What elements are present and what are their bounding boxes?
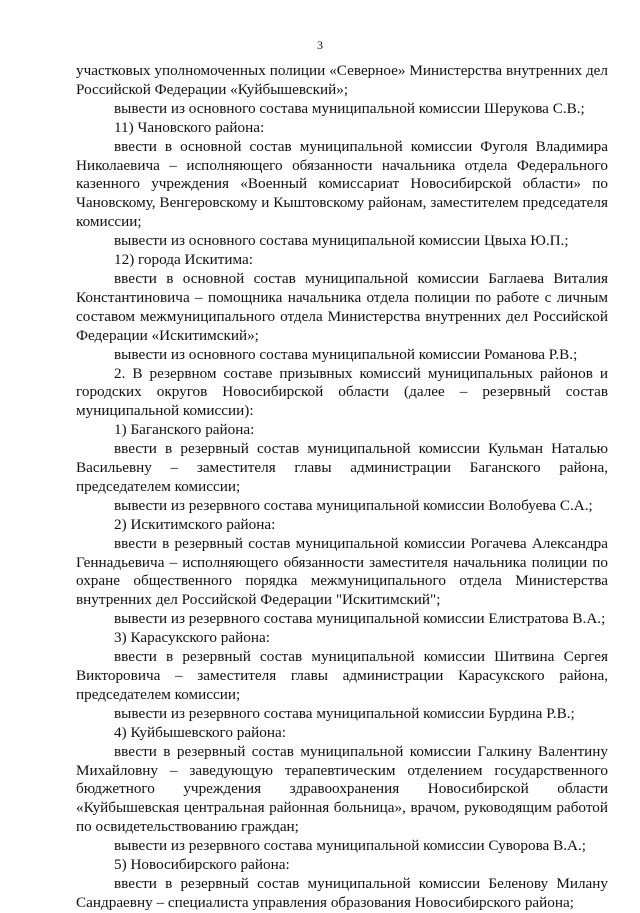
page-number: 3 [317, 38, 323, 52]
paragraph: ввести в основной состав муниципальной комиссии Фуголя Владимира Николаевича – исполняющего обязанности начальника отдела Федерального казенного учреждения «Военный комиссариат Новосибирской области» по Чановскому, Венгеровскому и Кыштовскому районам, заместителем председателя комиссии; [76, 137, 608, 231]
paragraph: ввести в резервный состав муниципальной комиссии Рогачева Александра Геннадьевича – исполняющего обязанности заместителя начальника полиции по охране общественного порядка межмуниципального отдела Министерства внутренних дел Российской Федерации "Искитимский"; [76, 534, 608, 609]
paragraph: вывести из основного состава муниципальной комиссии Романова Р.В.; [114, 345, 578, 363]
paragraph: 3) Карасукского района: [114, 629, 270, 647]
paragraph: 2) Искитимского района: [114, 515, 276, 533]
paragraph: 2. В резервном составе призывных комиссий муниципальных районов и городских округов Новосибирской области (далее – резервный состав муниципальной комиссии): [76, 364, 608, 420]
paragraph: 5) Новосибирского района: [114, 856, 290, 874]
paragraph: вывести из резервного состава муниципальной комиссии Елистратова В.А.; [114, 610, 606, 628]
paragraph: вывести из основного состава муниципальной комиссии Шерукова С.В.; [114, 99, 585, 117]
paragraph: ввести в основной состав муниципальной комиссии Баглаева Виталия Константиновича – помощника начальника отдела полиции по работе с личным составом межмуниципального отдела Министерства внутренних дел Российской Федерации «Искитимский»; [76, 269, 608, 344]
document-body [76, 62, 608, 913]
paragraph: 1) Баганского района: [114, 421, 255, 439]
paragraph: 11) Чановского района: [114, 118, 265, 136]
paragraph: 4) Куйбышевского района: [114, 723, 286, 741]
paragraph: вывести из резервного состава муниципальной комиссии Суворова В.А.; [114, 837, 586, 855]
paragraph: вывести из резервного состава муниципальной комиссии Бурдина Р.В.; [114, 704, 575, 722]
paragraph: участковых уполномоченных полиции «Северное» Министерства внутренних дел Российской Федерации «Куйбышевский»; [76, 62, 608, 98]
paragraph: 12) города Искитима: [114, 251, 253, 269]
paragraph: ввести в резервный состав муниципальной комиссии Галкину Валентину Михайловну – заведующую терапевтическим отделением государственного бюджетного учреждения здравоохранения Новосибирской области «Куйбышевская центральная районная больница», врачом, руководящим работой по освидетельствованию граждан; [76, 742, 608, 836]
paragraph: вывести из резервного состава муниципальной комиссии Волобуева С.А.; [114, 496, 593, 514]
paragraph: ввести в резервный состав муниципальной комиссии Шитвина Сергея Викторовича – заместителя главы администрации Карасукского района, председателем комиссии; [76, 648, 608, 703]
paragraph: ввести в резервный состав муниципальной комиссии Кульман Наталью Васильевну – заместителя главы администрации Баганского района, председателем комиссии; [76, 440, 608, 495]
paragraph: ввести в резервный состав муниципальной комиссии Беленову Милану Сандраевну – специалиста управления образования Новосибирского района; [76, 874, 608, 911]
paragraph: вывести из основного состава муниципальной комиссии Цвыха Ю.П.; [114, 232, 569, 250]
